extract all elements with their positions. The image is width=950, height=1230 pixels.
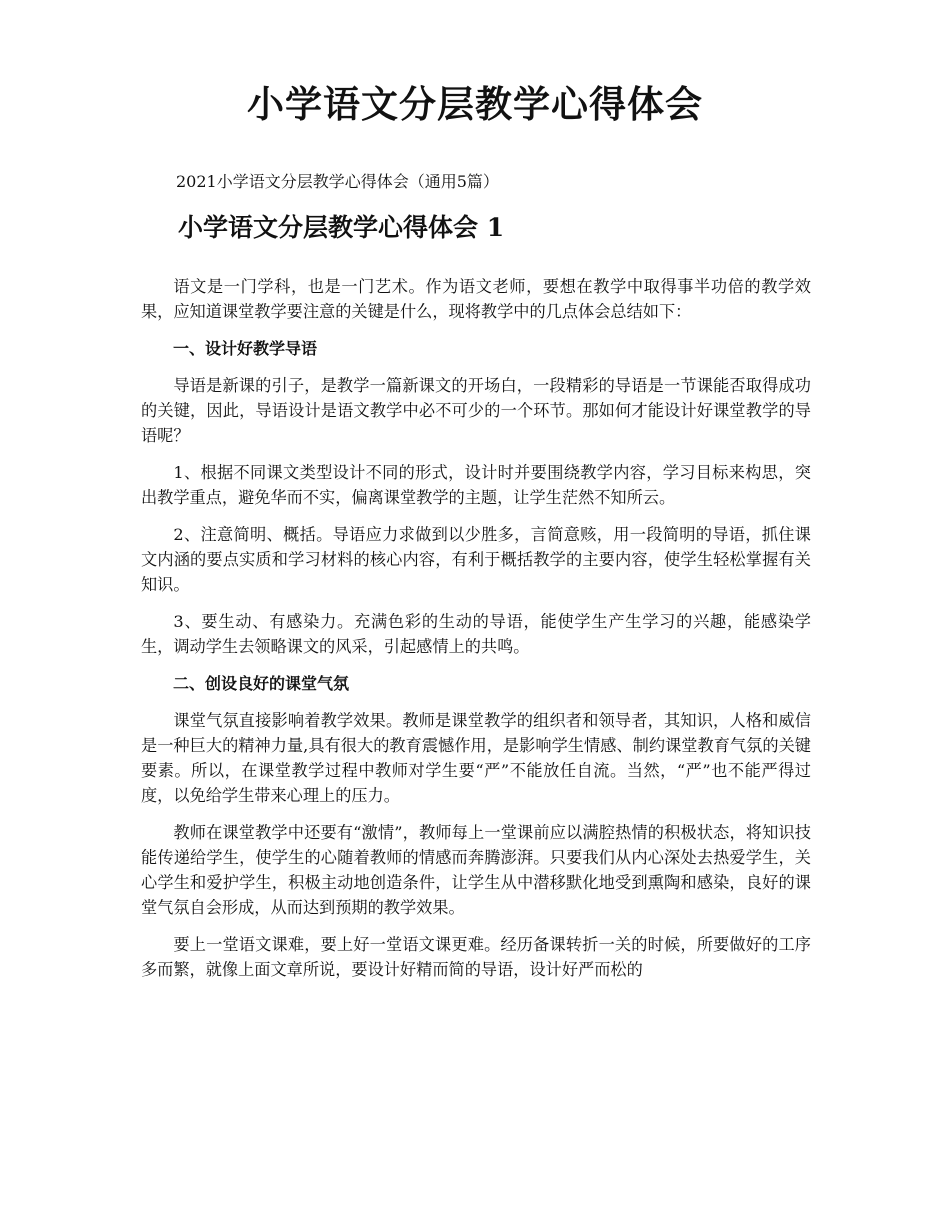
body-paragraph: 1、根据不同课文类型设计不同的形式，设计时并要围绕教学内容，学习目标来构思，突出教学重点，避免华而不实，偏离课堂教学的主题，让学生茫然不知所云。 bbox=[141, 463, 811, 507]
part2-heading: 二、创设良好的课堂气氛 bbox=[173, 674, 350, 693]
part1-heading: 一、设计好教学导语 bbox=[173, 339, 318, 358]
intro-paragraph: 语文是一门学科，也是一门艺术。作为语文老师，要想在教学中取得事半功倍的教学效果，应知道课堂教学要注意的关键是什么，现将教学中的几点体会总结如下： bbox=[141, 277, 811, 321]
body-paragraph: 导语是新课的引子，是教学一篇新课文的开场白，一段精彩的导语是一节课能否取得成功的关键，因此，导语设计是语文教学中必不可少的一个环节。那如何才能设计好课堂教学的导语呢？ bbox=[141, 376, 811, 445]
document-subtitle: 2021小学语文分层教学心得体会（通用5篇） bbox=[176, 172, 499, 191]
body-paragraph: 要上一堂语文课难，要上好一堂语文课更难。经历备课转折一关的时候，所要做好的工序多而繁，就像上面文章所说，要设计好精而简的导语，设计好严而松的 bbox=[141, 935, 811, 979]
document-title: 小学语文分层教学心得体会 bbox=[247, 82, 703, 126]
document-body bbox=[141, 274, 811, 994]
body-paragraph: 教师在课堂教学中还要有“激情”，教师每上一堂课前应以满腔热情的积极状态，将知识技能传递给学生，使学生的心随着教师的情感而奔腾澎湃。只要我们从内心深处去热爱学生，关心学生和爱护学生，积极主动地创造条件，让学生从中潜移默化地受到熏陶和感染，良好的课堂气氛自会形成，从而达到预期的教学效果。 bbox=[141, 823, 811, 917]
body-paragraph: 课堂气氛直接影响着教学效果。教师是课堂教学的组织者和领导者，其知识，人格和威信是一种巨大的精神力量,具有很大的教育震憾作用，是影响学生情感、制约课堂教育气氛的关键要素。所以，在课堂教学过程中教师对学生要“严”不能放任自流。当然，“严”也不能严得过度，以免给学生带来心理上的压力。 bbox=[141, 711, 811, 805]
body-paragraph: 2、注意简明、概括。导语应力求做到以少胜多，言简意赅，用一段简明的导语，抓住课文内涵的要点实质和学习材料的核心内容，有利于概括教学的主要内容，使学生轻松掌握有关知识。 bbox=[141, 525, 811, 594]
section-heading: 小学语文分层教学心得体会 1 bbox=[178, 213, 505, 242]
body-paragraph: 3、要生动、有感染力。充满色彩的生动的导语，能使学生产生学习的兴趣，能感染学生，调动学生去领略课文的风采，引起感情上的共鸣。 bbox=[141, 612, 811, 656]
